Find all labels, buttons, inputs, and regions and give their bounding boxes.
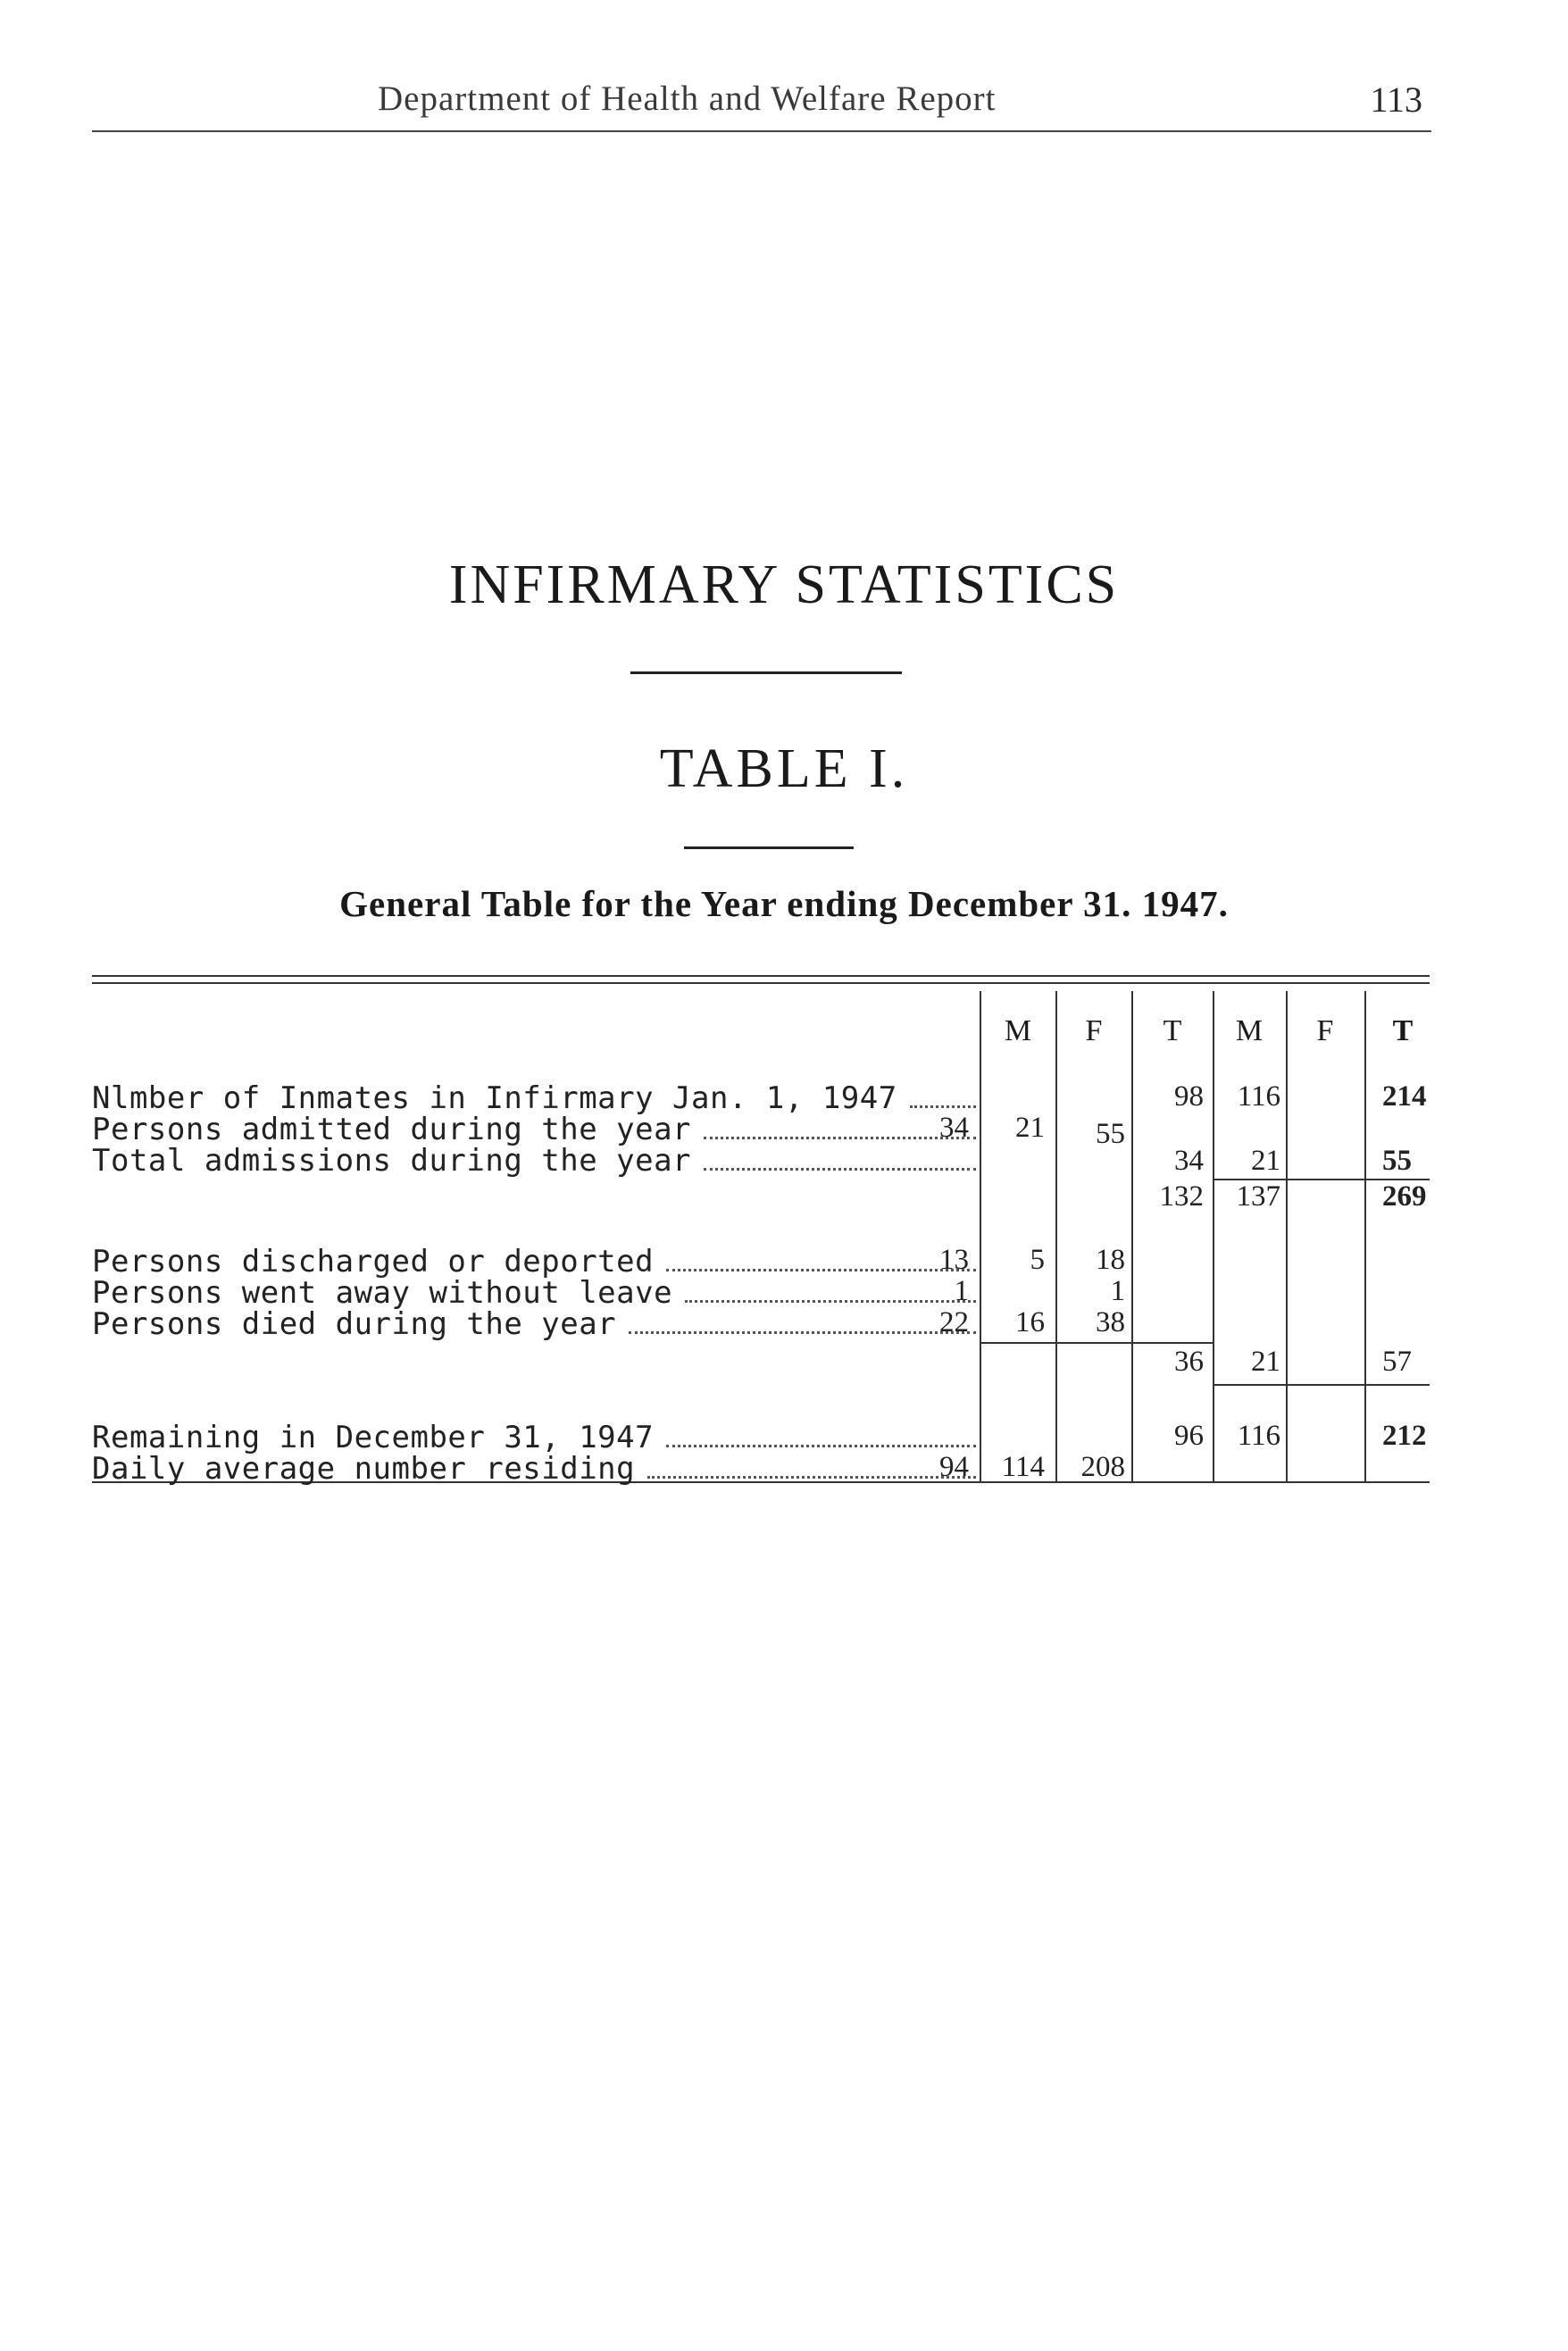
table-top-rule [92,975,1430,977]
row-label: Nlmber of Inmates in Infirmary Jan. 1, 1947 [92,1080,976,1116]
subtotal-rule [1213,1384,1430,1386]
running-header [92,75,1431,132]
table-cell: 1 [1110,1275,1125,1307]
table-cell: 36 [1174,1346,1204,1378]
table-top-rule-inner [92,982,1430,984]
column-header-f: F [1316,1014,1334,1047]
row-label: Persons admitted during the year [92,1112,976,1147]
title-divider [630,671,902,674]
column-divider [1213,991,1214,1481]
table-cell: 55 [1382,1145,1412,1177]
column-header-t: T [1392,1014,1414,1047]
column-header-t: T [1163,1014,1182,1047]
table-cell: 34 [939,1112,969,1144]
table-cell: 114 [1001,1451,1045,1483]
column-header-m: M [1235,1014,1264,1047]
table-cell: 132 [1159,1180,1204,1213]
table-cell: 55 [1096,1118,1125,1150]
table-cell: 1 [954,1275,969,1307]
column-divider [980,991,981,1481]
table-cell: 21 [1251,1145,1280,1177]
column-header-f: F [1085,1014,1103,1047]
table-cell: 116 [1237,1420,1280,1452]
column-divider [1131,991,1133,1481]
column-divider [1055,991,1057,1481]
table-cell: 98 [1174,1080,1204,1113]
row-label: Persons went away without leave [92,1275,976,1311]
column-divider [1286,991,1288,1481]
column-header-m: M [1004,1014,1032,1047]
table-number-divider [684,846,854,849]
table-cell: 269 [1382,1180,1427,1213]
table-cell: 21 [1251,1346,1280,1378]
subtotal-rule [980,1342,1213,1344]
row-label: Persons died during the year [92,1306,976,1342]
table-cell: 214 [1382,1080,1427,1113]
page-title: INFIRMARY STATISTICS [448,554,1120,615]
table-cell: 116 [1237,1080,1280,1113]
table-cell: 212 [1382,1420,1427,1452]
table-cell: 38 [1096,1306,1125,1338]
running-title: Department of Health and Welfare Report [378,79,997,118]
table-number: TABLE I. [659,738,909,799]
table-cell: 5 [1030,1244,1045,1276]
row-label: Total admissions during the year [92,1143,976,1179]
table-cell: 57 [1382,1346,1412,1378]
row-label: Persons discharged or deported [92,1244,976,1280]
table-subtitle: General Table for the Year ending December 31. 1947. [339,883,1229,924]
column-divider [1364,991,1366,1481]
table-cell: 34 [1174,1145,1204,1177]
table-cell: 16 [1015,1306,1045,1338]
table-cell: 94 [939,1451,969,1483]
row-label: Remaining in December 31, 1947 [92,1420,976,1455]
table-cell: 96 [1174,1420,1204,1452]
table-cell: 208 [1080,1451,1125,1483]
page-number: 113 [1370,79,1422,120]
table-cell: 13 [939,1244,969,1276]
row-label: Daily average number residing [92,1451,976,1487]
table-cell: 22 [939,1306,969,1338]
table-cell: 21 [1015,1112,1045,1144]
table-cell: 137 [1236,1180,1280,1213]
table-cell: 18 [1096,1244,1125,1276]
